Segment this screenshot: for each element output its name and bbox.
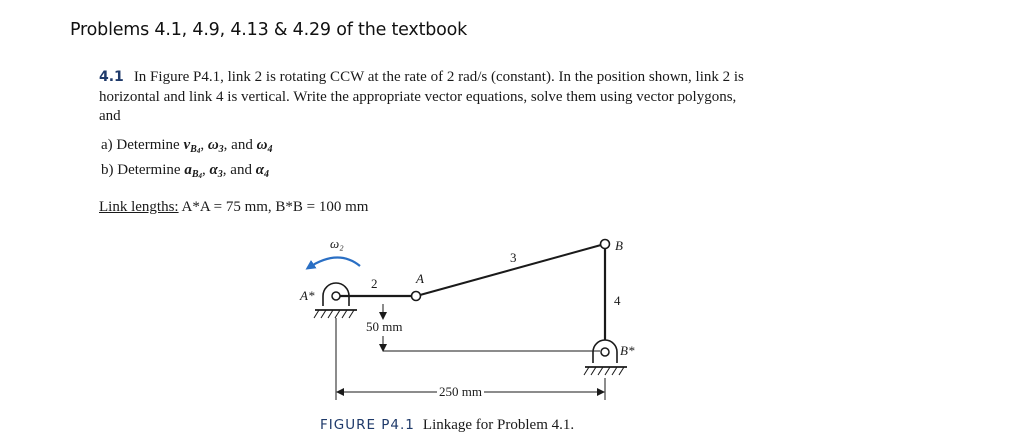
omega3-symbol: ω <box>207 137 219 153</box>
a-sub: B <box>191 169 199 180</box>
ground-pivot-a-star <box>314 283 357 318</box>
problem-number: 4.1 <box>99 69 124 85</box>
omega2-label: ω₂ <box>330 236 344 251</box>
part-b-sep: , <box>201 162 206 178</box>
part-b-prefix: b) Determine <box>101 162 181 178</box>
link-lengths-value: A*A = 75 mm, B*B = 100 mm <box>181 199 369 215</box>
part-a-sep: , <box>200 137 205 153</box>
figure-caption <box>320 417 574 434</box>
alpha3-symbol: α <box>209 162 218 178</box>
a-subsub: 4 <box>198 172 202 180</box>
v-subsub: 4 <box>196 147 201 155</box>
label-a: A <box>416 271 424 286</box>
dimension-vertical <box>383 304 600 351</box>
alpha3-sub: 3 <box>217 169 223 180</box>
v-symbol: v <box>183 137 191 153</box>
omega3-sub: 3 <box>218 144 224 155</box>
problem-text-line3: and <box>99 108 121 124</box>
omega4-sub: 4 <box>267 144 273 155</box>
figure-caption-text: Linkage for Problem 4.1. <box>422 417 575 433</box>
dimension-horizontal-label: 250 mm <box>439 384 482 399</box>
link-lengths-label: Link lengths: <box>99 199 179 215</box>
omega2-rotation-arrow <box>308 257 360 268</box>
label-link-3: 3 <box>510 250 517 265</box>
label-b-star: B* <box>620 343 635 358</box>
alpha4-symbol: α <box>255 162 265 178</box>
joint-a <box>412 292 421 301</box>
a-symbol: a <box>184 162 192 178</box>
label-a-star: A* <box>300 288 315 303</box>
alpha4-sub: 4 <box>264 169 270 180</box>
problem-text-line2: horizontal and link 4 is vertical. Write the appropriate vector equations, solve them using vector polygons, <box>99 88 737 105</box>
label-link-2: 2 <box>371 276 378 291</box>
label-b: B <box>615 238 623 253</box>
part-a-conj: , and <box>223 137 253 153</box>
figure-caption-label: FIGURE P4.1 <box>320 417 415 433</box>
part-a-prefix: a) Determine <box>101 137 180 153</box>
dimension-vertical-label: 50 mm <box>366 319 403 334</box>
part-b-conj: , and <box>222 162 252 178</box>
omega4-symbol: ω <box>256 137 268 153</box>
problem-text-line1: In Figure P4.1, link 2 is rotating CCW at the rate of 2 rad/s (constant). In the position shown, link 2 is <box>133 69 744 85</box>
v-sub: B <box>190 144 197 155</box>
joint-b <box>601 240 610 249</box>
page-title: Problems 4.1, 4.9, 4.13 & 4.29 of the textbook <box>70 20 468 40</box>
label-link-4: 4 <box>614 293 621 308</box>
